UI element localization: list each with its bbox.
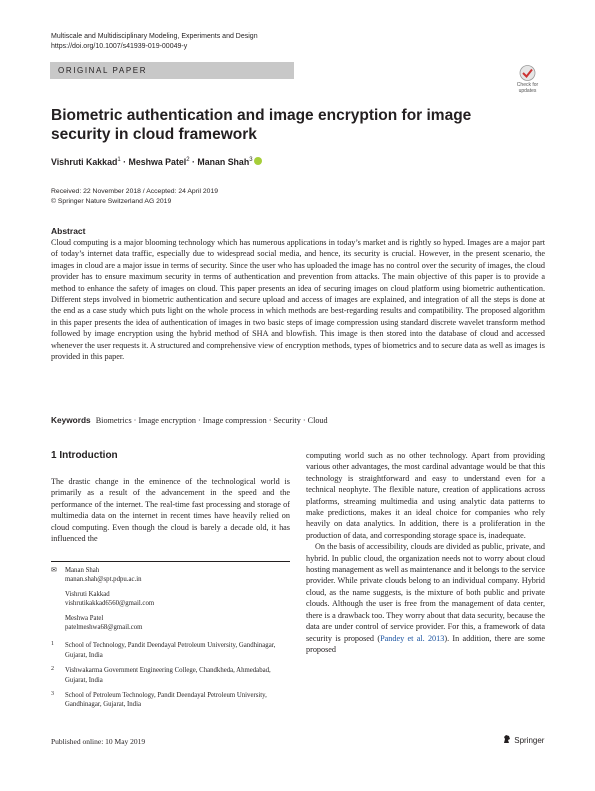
keywords-label: Keywords bbox=[51, 415, 91, 425]
correspondence-block bbox=[51, 566, 290, 632]
journal-header bbox=[51, 32, 258, 52]
coauthor-name: Meshwa Patel bbox=[65, 614, 104, 622]
section-heading: 1 Introduction bbox=[51, 450, 118, 461]
author-name[interactable]: Vishruti Kakkad bbox=[51, 157, 118, 167]
orcid-icon[interactable] bbox=[254, 157, 262, 165]
author-separator: · bbox=[120, 157, 129, 167]
article-type-banner bbox=[50, 62, 294, 79]
keywords-list: Biometrics · Image encryption · Image compression · Security · Cloud bbox=[95, 416, 328, 425]
check-updates-icon bbox=[511, 62, 544, 95]
affil-mark: 3 bbox=[249, 157, 253, 164]
check-for-updates-badge[interactable] bbox=[511, 62, 544, 95]
affiliation-text: Vishwakarma Government Engineering College, Chandkheda, Ahmedabad, Gujarat, India bbox=[65, 667, 271, 684]
corresponding-email[interactable]: manan.shah@spt.pdpu.ac.in bbox=[65, 576, 142, 584]
coauthor-email[interactable]: vishrutikakkad6560@gmail.com bbox=[65, 600, 155, 608]
affiliation-text: School of Technology, Pandit Deendayal Petroleum University, Gandhinagar, Gujarat, India bbox=[65, 642, 276, 659]
abstract-heading: Abstract bbox=[51, 226, 86, 236]
received-accepted: Received: 22 November 2018 / Accepted: 24 April 2019 bbox=[51, 188, 219, 195]
journal-name: Multiscale and Multidisciplinary Modeling, Experiments and Design bbox=[51, 33, 258, 40]
affiliation-mark: 3 bbox=[51, 691, 54, 698]
paper-title: Biometric authentication and image encryption for image security in cloud framework bbox=[51, 107, 472, 143]
body-column-right bbox=[306, 450, 545, 655]
doi-link[interactable]: https://doi.org/10.1007/s41939-019-00049-y bbox=[51, 43, 188, 50]
publisher-name: Springer bbox=[514, 736, 545, 745]
publication-dates bbox=[51, 187, 218, 207]
author-name[interactable]: Meshwa Patel bbox=[128, 157, 187, 167]
badge-line2: updates bbox=[518, 88, 537, 94]
paragraph: computing world such as no other technology. Apart from providing various other advantages, the most cardinal advantage would be that this technology is straightforward and easy to understand even for a technical neophyte. The flexible nature, creation of applications across platforms, streaming multimedia and using analytic data patterns to make predictions, makes it an ideal choice for companies who rely heavily on data analytics. In addition, there is a proliferation in the production of data, and corresponding storage space is, inadequate. bbox=[306, 451, 545, 540]
abstract-text: Cloud computing is a major blooming technology which has numerous applications in today’s market and is rightly so hyped. Images are a major part of today’s internet data traffic, especially due to widespread social media, and hence, its security is crucial. However, in the present scenario, the images in cloud are a major issue in terms of security. Since the user who has uploaded the image has no control over the security of images, the cloud provider has to ensure maximum security in terms of authentication and prevention from attacks. The main objective of this paper is to provide a method to enhance the safety of images on cloud. This paper presents an idea of securing images on cloud platform using biometric authentication. Different steps involved in biometric authentication and secure upload and access of images are explained, and integration of all the steps is done at the end as a case study which puts light on the whole process in which methods are best-regarding results and compatibility. The proposed algorithm in this paper presents the idea of authentication of images in two basic steps of image compression using standard discrete wavelet transform method followed by image encryption using the hybrid method of SHA and blowfish. This image is then stored into the database of cloud and accessed whenever the user requests it. A structured and comprehensive view of encryption methods, types of biometrics and to secure data as well as images is provided in this paper. bbox=[51, 238, 545, 362]
article-type-label: ORIGINAL PAPER bbox=[58, 66, 148, 75]
footnote-rule bbox=[51, 561, 290, 562]
body-column-left bbox=[51, 476, 290, 544]
paragraph-text: ). In addition, there are some proposed bbox=[306, 633, 546, 654]
published-online: Published online: 10 May 2019 bbox=[51, 737, 146, 746]
affiliation bbox=[51, 666, 290, 685]
paragraph-text: On the basis of accessibility, clouds are divided as public, private, and hybrid. In public cloud, the organization needs not to worry about cloud hosting management as well as maintenance and it belongs to the service provider. While private clouds belong to an individual company. Hybrid cloud, as the name suggests, is the mixture of both public and private clouds. Although the user is free from the management of data center, there is a drawback too. They worry about that data security, because the data are under control of service provider. For this, a framework of data security is proposed ( bbox=[306, 542, 545, 643]
coauthor-email[interactable]: patelmeshwa68@gmail.com bbox=[65, 624, 143, 632]
affiliation bbox=[51, 641, 290, 660]
affiliation-mark: 2 bbox=[51, 666, 54, 673]
coauthor-name: Vishruti Kakkad bbox=[65, 590, 110, 598]
copyright-line: © Springer Nature Switzerland AG 2019 bbox=[51, 198, 172, 205]
affiliation-text: School of Petroleum Technology, Pandit Deendayal Petroleum University, Gandhinagar, Gujarat, India bbox=[65, 692, 267, 709]
corresponding-name: Manan Shah bbox=[65, 567, 100, 574]
author-list bbox=[51, 157, 262, 167]
affiliation bbox=[51, 691, 290, 710]
affil-mark: 1 bbox=[117, 157, 121, 164]
footnotes bbox=[51, 566, 290, 716]
affiliation-mark: 1 bbox=[51, 641, 54, 648]
author-name[interactable]: Manan Shah bbox=[197, 157, 250, 167]
paragraph bbox=[306, 541, 545, 655]
affil-mark: 2 bbox=[186, 157, 190, 164]
paragraph: The drastic change in the eminence of the technological world is primarily as a result of the advancement in the speed and the performance of the internet. The real-time fast processing and storage of multimedia data on the internet in recent times have heavily relied on cloud computing. Even though the cloud is barely a decade old, it has influenced the bbox=[51, 477, 290, 544]
citation-link[interactable]: Pandey et al. 2013 bbox=[380, 633, 445, 643]
badge-line1: Check for bbox=[516, 82, 539, 88]
keywords bbox=[51, 415, 328, 425]
author-separator: · bbox=[189, 157, 198, 167]
springer-horse-icon bbox=[502, 734, 512, 744]
envelope-icon: ✉ bbox=[51, 566, 57, 574]
publisher-logo bbox=[502, 734, 544, 745]
